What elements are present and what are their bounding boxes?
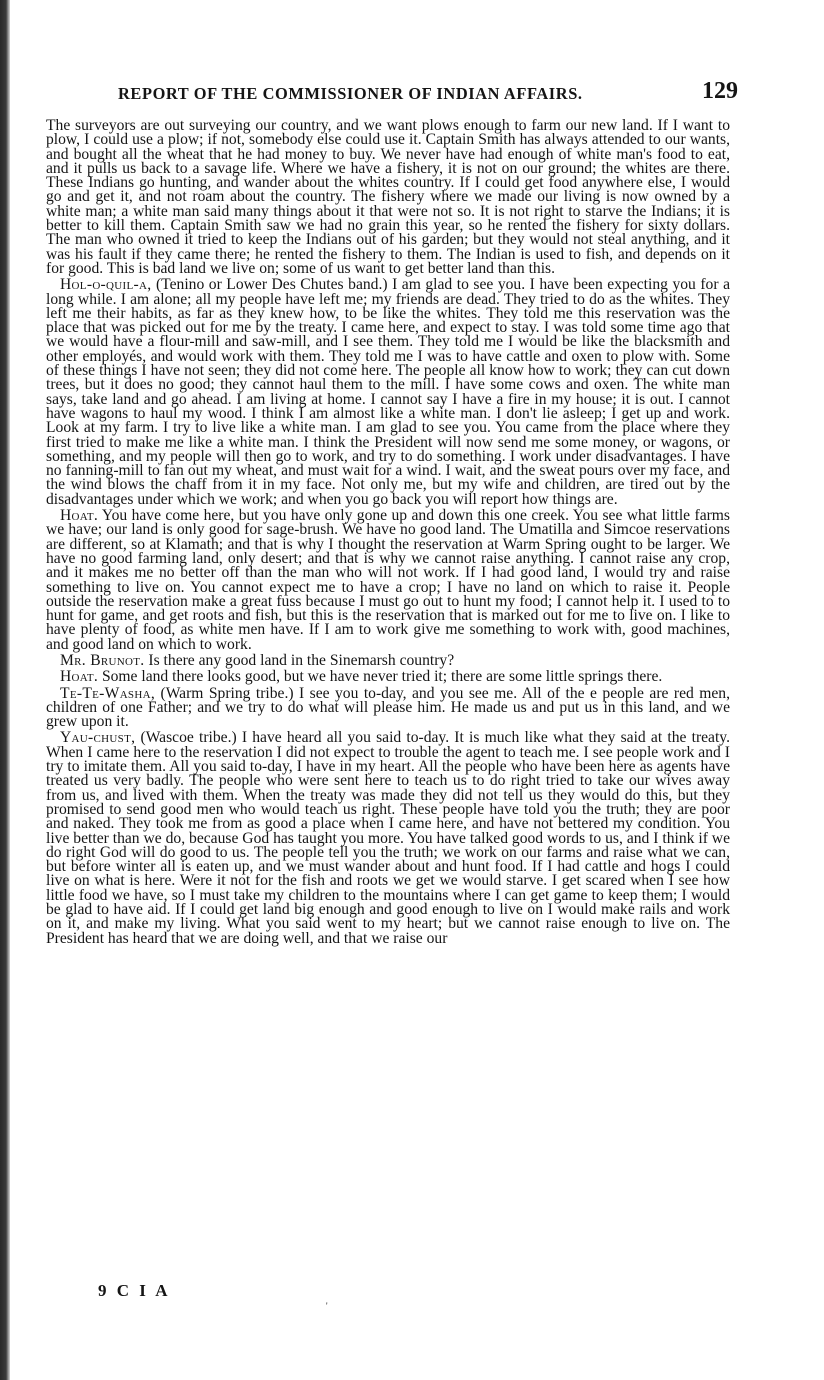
paragraph-yau-chust — [46, 731, 730, 945]
speaker-name: Te-Te-Washa, — [60, 684, 156, 702]
paragraph-text: Is there any good land in the Sinemarsh country? — [144, 651, 455, 669]
speaker-name: Hol-o-quil-a, — [60, 276, 152, 294]
page-binding-edge — [0, 0, 10, 1380]
paragraph-hoat-reply — [46, 670, 730, 684]
signature-mark: 9 C I A — [98, 1281, 171, 1300]
print-speck: ' — [326, 1301, 328, 1311]
speaker-name: Mr. Brunot. — [60, 651, 145, 669]
page-header — [118, 78, 738, 112]
paragraph-text: You have come here, but you have only gone up and down this one creek. You see what little farms we have; our land is only good for sage-brush. We have no good land. The Umatilla and Simcoe reservations are different, so at Klamath; and that is why I thought the reservation at Warm Spring ought to be larger. We have no good farming land, only desert; and that is why we cannot raise anything. I cannot raise any crop, and it makes me no better off than the man who will not work. If I had good land, I would try and raise something to live on. You cannot expect me to have a crop; I have no land on which to raise it. People outside the reservation make a great fuss because I must go out to hunt my food; I cannot help it. I used to to hunt for game, and get roots and fish, but this is the reservation that is marked out for me to live on. I like to have plenty of food, as white men have. If I am to work give me something to work with, good machines, and good land on which to work. — [46, 507, 730, 653]
paragraph-text: Some land there looks good, but we have never tried it; there are some little springs there. — [98, 668, 663, 686]
paragraph-surveyors — [46, 119, 730, 276]
paragraph-brunot-question — [46, 651, 730, 669]
paragraph-te-te-washa — [46, 684, 730, 731]
paragraph-text: The surveyors are out surveying our country, and we want plows enough to farm our new land. If I want to plow, I could use a plow; if not, somebody else could use it. Captain Smith has always attended to our wants, and bought all the wheat that he had money to buy. We never have had enough of white man's food to eat, and it pulls us back to a savage life. Where we have a fishery, it is not on our ground; the whites are there. These Indians go hunting, and wander about the whites country. If I could get food anywhere else, I would go and get it, and not roam about the country. The fishery where we made our living is now owned by a white man; a white man said many things about it that were not so. It is not right to starve the Indians; it is better to kill them. Captain Smith saw we had no grain this year, so he rented the fishery for sixty dollars. The man who owned it tried to keep the Indians out of his garden; but they would not steal anything, and it was his fault if they came there; he rented the fishery to them. The Indian is used to fish, and depends on it for good. This is bad land we live on; some of us want to get better land than this. — [46, 117, 730, 277]
paragraph-text: (Tenino or Lower Des Chutes band.) I am glad to see you. I have been expecting you for a long while. I am alone; all my people have left me; my friends are dead. They tried to do as the whites. They left me their habits, as far as they knew how, to be like the whites. They told me this reservation was the place that was picked out for me by the treaty. I came here, and expect to stay. I was told some time ago that we would have a flour-mill and saw-mill, and I see them. They told me I would be like the blacksmith and other employés, and would work with them. They told me I was to have cattle and oxen to plow with. Some of these things I have not seen; they did not come here. The people all know how to work; they can cut down trees, but it does no good; they cannot haul them to the mill. I have some cows and oxen. The white man says, take land and go ahead. I am living at home. I cannot say I have a fire in my house; it is out. I cannot have wagons to haul my wood. I think I am almost like a white man. I don't lie asleep; I get up and work. Look at my farm. I try to live like a white man. I am glad to see you. You came from the place where they first tried to make me like a white man. I think the President will now send me some money, or wagons, or something, and my people will then go to work, and try to do something. I work under disadvantages. I have no fanning-mill to fan out my wheat, and must wait for a wind. I wait, and the sweat pours over my face, and the wind blows the chaff from it in my face. Not only me, but my wife and children, are tired out by the disadvantages under which we work; and when you go back you will report how things are. — [46, 276, 730, 508]
body-text — [46, 119, 730, 948]
speaker-name: Hoat. — [60, 668, 99, 686]
page-number: 129 — [702, 78, 738, 104]
paragraph-hoat — [46, 509, 730, 652]
speaker-name: Hoat. — [60, 507, 99, 525]
paragraph-text: (Warm Spring tribe.) I see you to-day, and you see me. All of the e people are red men, children of one Father; and we try to do what will please him. He made us and put us in this land, and we grew upon it. — [46, 684, 730, 731]
paragraph-hol-o-quil-a — [46, 278, 730, 507]
speaker-name: Yau-chust, — [60, 729, 136, 747]
running-head: REPORT OF THE COMMISSIONER OF INDIAN AFFAIRS. — [118, 84, 583, 103]
paragraph-text: (Wascoe tribe.) I have heard all you said to-day. It is much like what they said at the treaty. When I came here to the reservation I did not expect to trouble the agent to teach me. I see people work and I try to imitate them. All you said to-day, I have in my heart. All the people who have been here as agents have treated us very badly. The people who were sent here to teach us to do right tried to take our wives away from us, and lived with them. When the treaty was made they did not tell us they would do this, but they promised to send good men who would teach us right. These people have told you the truth; they are poor and naked. They took me from as good a place when I came here, and have not bettered my condition. You live better than we do, because God has taught you more. You have talked good words to us, and I think if we do right God will do good to us. The people tell you the truth; we work on our farms and raise what we can, but before winter all is eaten up, and we must wander about and hunt food. If I had cattle and hogs I could live on what is here. Were it not for the fish and roots we get we would starve. I get scared when I see how little food we have, so I must take my children to the mountains where I can get game to keep them; I would be glad to have aid. If I could get land big enough and good enough to live on I would make rails and work on it, and make my living. What you said went to my heart; but we cannot raise enough to live on. The President has heard that we are doing well, and that we raise our — [46, 729, 730, 947]
